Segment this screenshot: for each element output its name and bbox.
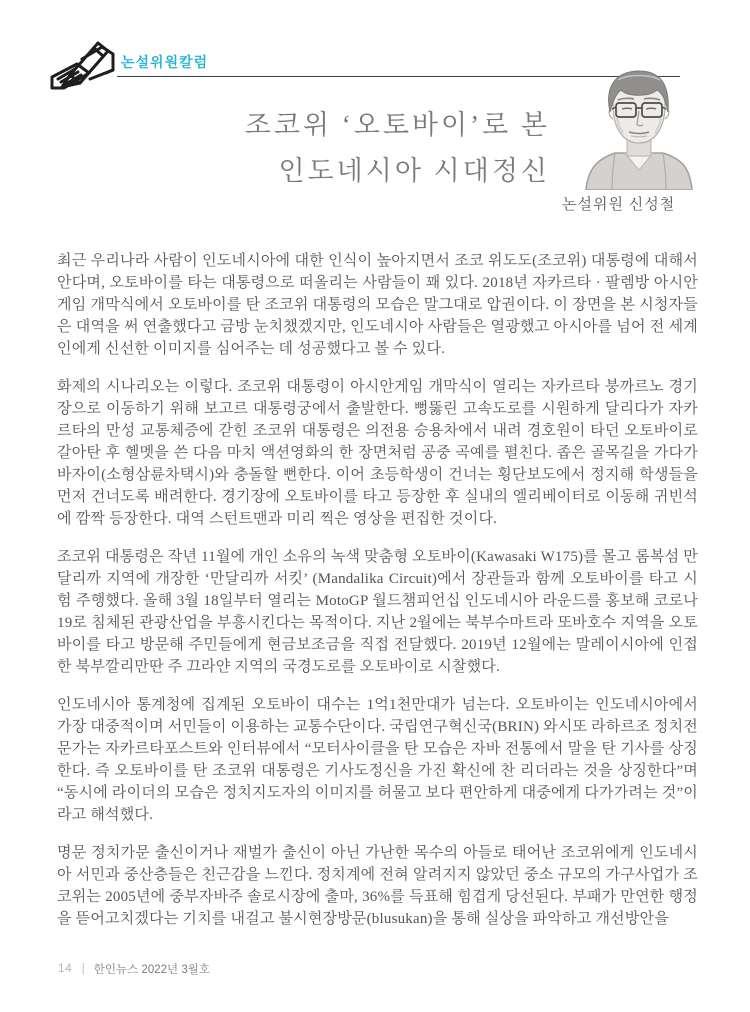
article-title-line1: 조코위 ‘오토바이’로 본 [244, 110, 550, 140]
footer-separator: | [81, 963, 85, 975]
paragraph-1: 최근 우리나라 사람이 인도네시아에 대한 인식이 높아지면서 조코 위도도(조코위) 대통령에 대해서 안다며, 오토바이를 타는 대통령으로 떠올리는 사람들이 꽤 있다. 2018년 자카르타 · 팔렘방 아시안게임 개막식에서 오토바이를 탄 조코위 대통령의 모습은 말그대로 압권이다. 이 장면을 본 시청자들은 대역을 써 연출했다고 금방 눈치챘겠지만, 인도네시아 사람들은 열광했고 아시아를 넘어 전 세계인에게 신선한 이미지를 심어주는 데 성공했다고 볼 수 있다. [57, 253, 698, 357]
pencil-writing-icon [46, 32, 126, 94]
page-footer [58, 961, 210, 977]
article-title [140, 102, 550, 194]
paragraph-3: 조코위 대통령은 작년 11월에 개인 소유의 녹색 맞춤형 오토바이(Kawasaki W175)를 몰고 롬복섬 만달리까 지역에 개장한 ‘만달리까 서킷’ (Mandalika Circuit)에서 장관들과 함께 오토바이를 타고 시험 주행했다. 올해 3월 18일부터 열리는 MotoGP 월드챔피언십 인도네시아 라운드를 홍보해 코로나19로 침체된 관광산업을 부흥시킨다는 목적이다. 지난 2월에는 북부수마트라 또바호수 지역을 오토바이를 타고 방문해 주민들에게 현금보조금을 직접 전달했다. 2019년 12월에는 말레이시아에 인접한 북부깔리만딴 주 끄라얀 지역의 국경도로를 오토바이로 시찰했다. [57, 549, 698, 675]
article-body [57, 250, 698, 930]
article-title-line2: 인도네시아 시대정신 [278, 156, 550, 186]
category-label: 논설위원칼럼 [121, 54, 209, 70]
paragraph-4: 인도네시아 통계청에 집계된 오토바이 대수는 1억1천만대가 넘는다. 오토바이는 인도네시아에서 가장 대중적이며 서민들이 이용하는 교통수단이다. 국립연구혁신국(BRIN) 와시또 라하르조 정치전문가는 자카르타포스트와 인터뷰에서 “모터사이클을 탄 모습은 자바 전통에서 말을 탄 기사를 상징한다. 즉 오토바이를 탄 조코위 대통령은 기사도정신을 가진 확신에 찬 리더라는 것을 상징한다”며 “동시에 라이더의 모습은 정치지도자의 이미지를 허물고 보다 편안하게 대중에게 다가가려는 것”이라고 해석했다. [57, 697, 698, 823]
byline: 논설위원 신성철 [562, 197, 676, 213]
issue-label: 한인뉴스 2022년 3월호 [93, 964, 210, 976]
author-portrait-sketch [568, 66, 710, 190]
paragraph-2: 화제의 시나리오는 이렇다. 조코위 대통령이 아시안게임 개막식이 열리는 자카르타 붕까르노 경기장으로 이동하기 위해 보고르 대통령궁에서 출발한다. 뻥뚫린 고속도로를 시원하게 달리다가 자카르타의 만성 교통체증에 갇힌 조코위 대통령은 의전용 승용차에서 내려 경호원이 타던 오토바이로 갈아탄 후 헬멧을 쓴 다음 마치 액션영화의 한 장면처럼 공중 곡예를 펼친다. 좁은 골목길을 가다가 바자이(소형삼륜차택시)와 충돌할 뻔한다. 이어 초등학생이 건너는 횡단보도에서 정지해 학생들을 먼저 건너도록 배려한다. 경기장에 오토바이를 타고 등장한 후 실내의 엘리베이터로 이동해 귀빈석에 깜짝 등장한다. 대역 스턴트맨과 미리 찍은 영상을 편집한 것이다. [57, 379, 698, 527]
page-number: 14 [58, 963, 73, 975]
paragraph-5: 명문 정치가문 출신이거나 재벌가 출신이 아닌 가난한 목수의 아들로 태어난 조코위에게 인도네시아 서민과 중산층들은 친근감을 느낀다. 정치계에 전혀 알려지지 않았던 중소 규모의 가구사업가 조코위는 2005년에 중부자바주 솔로시장에 출마, 36%를 득표해 힘겹게 당선된다. 부패가 만연한 행정을 뜯어고치겠다는 기치를 내걸고 불시현장방문(blusukan)을 통해 실상을 파악하고 개선방안을 [57, 845, 698, 927]
